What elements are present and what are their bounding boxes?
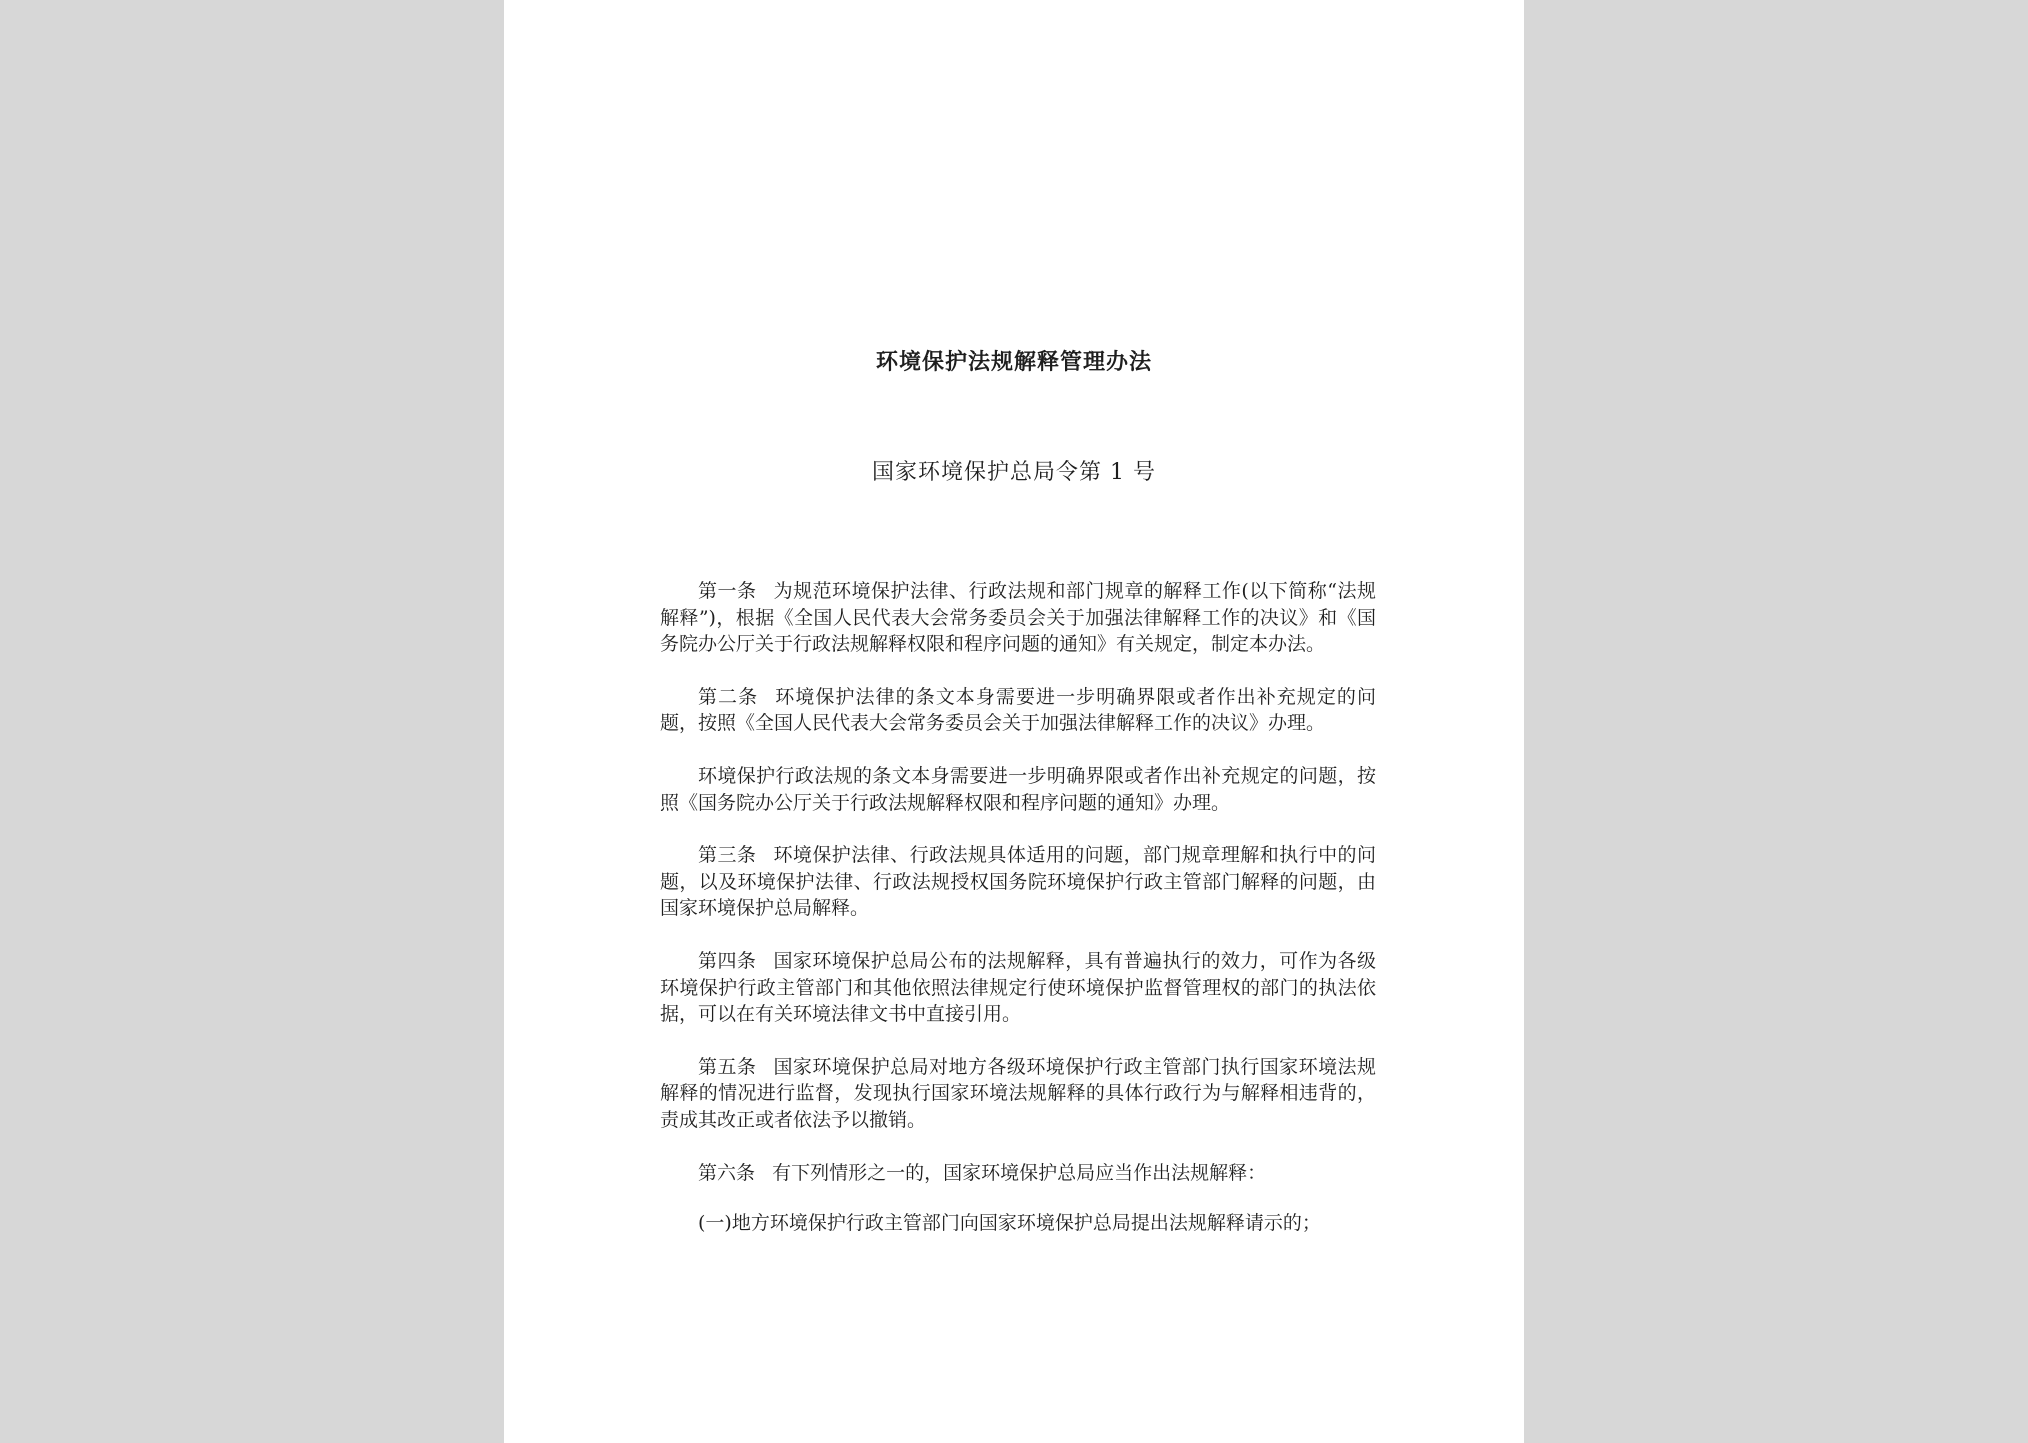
- article-label: 第五条: [698, 1055, 757, 1078]
- paragraph: [660, 1210, 1376, 1237]
- paragraph: [660, 1054, 1376, 1134]
- paragraph-text: 国家环境保护总局对地方各级环境保护行政主管部门执行国家环境法规解释的情况进行监督，发现执行国家环境法规解释的具体行政行为与解释相违背的，责成其改正或者依法予以撤销。: [660, 1055, 1376, 1131]
- article-label: 第三条: [698, 844, 757, 867]
- paragraph: [660, 578, 1376, 658]
- paragraph: [660, 1160, 1376, 1187]
- order-number: 国家环境保护总局令第 1 号: [872, 460, 1156, 485]
- paragraph: [660, 948, 1376, 1028]
- document-page: [504, 0, 1524, 1443]
- paragraph-text: 有下列情形之一的，国家环境保护总局应当作出法规解释：: [772, 1161, 1267, 1184]
- article-label: 第一条: [698, 580, 757, 602]
- article-label: 第四条: [698, 949, 757, 972]
- paragraph-text: 环境保护行政法规的条文本身需要进一步明确界限或者作出补充规定的问题，按照《国务院办公厅关于行政法规解释权限和程序问题的通知》办理。: [660, 764, 1376, 814]
- article-label: 第六条: [698, 1161, 756, 1184]
- document-body: [660, 578, 1376, 1263]
- article-label: 第二条: [698, 685, 759, 708]
- paragraph-text: 环境保护法律的条文本身需要进一步明确界限或者作出补充规定的问题，按照《全国人民代表大会常务委员会关于加强法律解释工作的决议》办理。: [660, 685, 1376, 735]
- document-title: 环境保护法规解释管理办法: [875, 349, 1152, 375]
- paragraph-text: (一)地方环境保护行政主管部门向国家环境保护总局提出法规解释请示的；: [698, 1212, 1321, 1235]
- paragraph: [660, 684, 1376, 737]
- paragraph-text: 环境保护法律、行政法规具体适用的问题，部门规章理解和执行中的问题，以及环境保护法律、行政法规授权国务院环境保护行政主管部门解释的问题，由国家环境保护总局解释。: [660, 844, 1376, 920]
- paragraph-text: 为规范环境保护法律、行政法规和部门规章的解释工作(以下简称“法规解释”)，根据《全国人民代表大会常务委员会关于加强法律解释工作的决议》和《国务院办公厅关于行政法规解释权限和程序问题的通知》有关规定，制定本办法。: [660, 580, 1376, 656]
- paragraph-text: 国家环境保护总局公布的法规解释，具有普遍执行的效力，可作为各级环境保护行政主管部门和其他依照法律规定行使环境保护监督管理权的部门的执法依据，可以在有关环境法律文书中直接引用。: [660, 949, 1376, 1026]
- paragraph: [660, 842, 1376, 922]
- paragraph: [660, 763, 1376, 816]
